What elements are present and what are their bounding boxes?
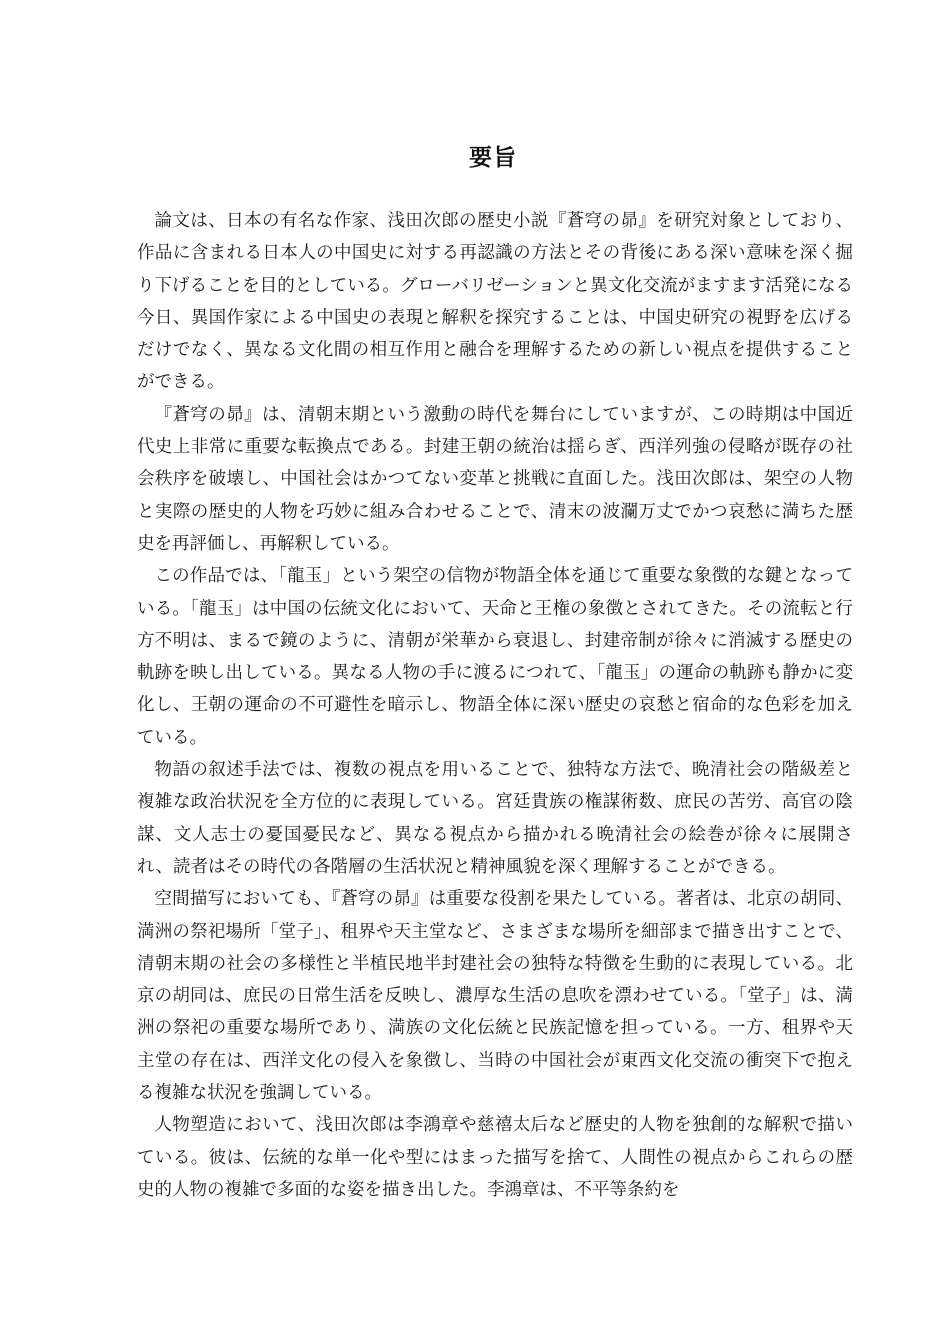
paragraph-1: 論文は、日本の有名な作家、浅田次郎の歴史小説『蒼穹の昴』を研究対象としており、作品に含まれる日本人の中国史に対する再認識の方法とその背後にある深い意味を深く掘り下げることを目的としている。グローバリゼーションと異文化交流がますます活発になる今日、異国作家による中国史の表現と解釈を探究することは、中国史研究の視野を広げるだけでなく、異なる文化間の相互作用と融合を理解するための新しい視点を提供することができる。 (137, 211, 853, 393)
abstract-body (137, 205, 853, 1206)
paragraph-3: この作品では、「龍玉」という架空の信物が物語全体を通じて重要な象徴的な鍵となっている。「龍玉」は中国の伝統文化において、天命と王権の象徴とされてきた。その流転と行方不明は、まるで鏡のように、清朝が栄華から衰退し、封建帝制が徐々に消滅する歴史の軌跡を映し出している。異なる人物の手に渡るにつれて、「龍玉」の運命の軌跡も静かに変化し、王朝の運命の不可避性を暗示し、物語全体に深い歴史の哀愁と宿命的な色彩を加えている。 (137, 566, 853, 748)
page-title: 要旨 (469, 145, 517, 171)
paragraph-6: 人物塑造において、浅田次郎は李鴻章や慈禧太后など歴史的人物を独創的な解釈で描いている。彼は、伝統的な単一化や型にはまった描写を捨て、人間性の視点からこれらの歴史的人物の複雑で多面的な姿を描き出した。李鴻章は、不平等条約を (137, 1115, 853, 1200)
paragraph-5: 空間描写においても、『蒼穹の昴』は重要な役割を果たしている。著者は、北京の胡同、満洲の祭祀場所「堂子」、租界や天主堂など、さまざまな場所を細部まで描き出すことで、清朝末期の社会の多様性と半植民地半封建社会の独特な特徴を生動的に表現している。北京の胡同は、庶民の日常生活を反映し、濃厚な生活の息吹を漂わせている。「堂子」は、満洲の祭祀の重要な場所であり、満族の文化伝統と民族記憶を担っている。一方、租界や天主堂の存在は、西洋文化の侵入を象徴し、当時の中国社会が東西文化交流の衝突下で抱える複雑な状況を強調している。 (137, 889, 853, 1104)
paragraph-2: 『蒼穹の昴』は、清朝末期という激動の時代を舞台にしていますが、この時期は中国近代史上非常に重要な転換点である。封建王朝の統治は揺らぎ、西洋列強の侵略が既存の社会秩序を破壊し、中国社会はかつてない変革と挑戦に直面した。浅田次郎は、架空の人物と実際の歴史的人物を巧妙に組み合わせることで、清末の波瀾万丈でかつ哀愁に満ちた歴史を再評価し、再解釈している。 (137, 404, 853, 554)
paragraph-4: 物語の叙述手法では、複数の視点を用いることで、独特な方法で、晩清社会の階級差と複雑な政治状況を全方位的に表現している。宮廷貴族の権謀術数、庶民の苦労、高官の陰謀、文人志士の憂国憂民など、異なる視点から描かれる晩清社会の絵巻が徐々に展開され、読者はその時代の各階層の生活状況と精神風貌を深く理解することができる。 (137, 760, 853, 877)
